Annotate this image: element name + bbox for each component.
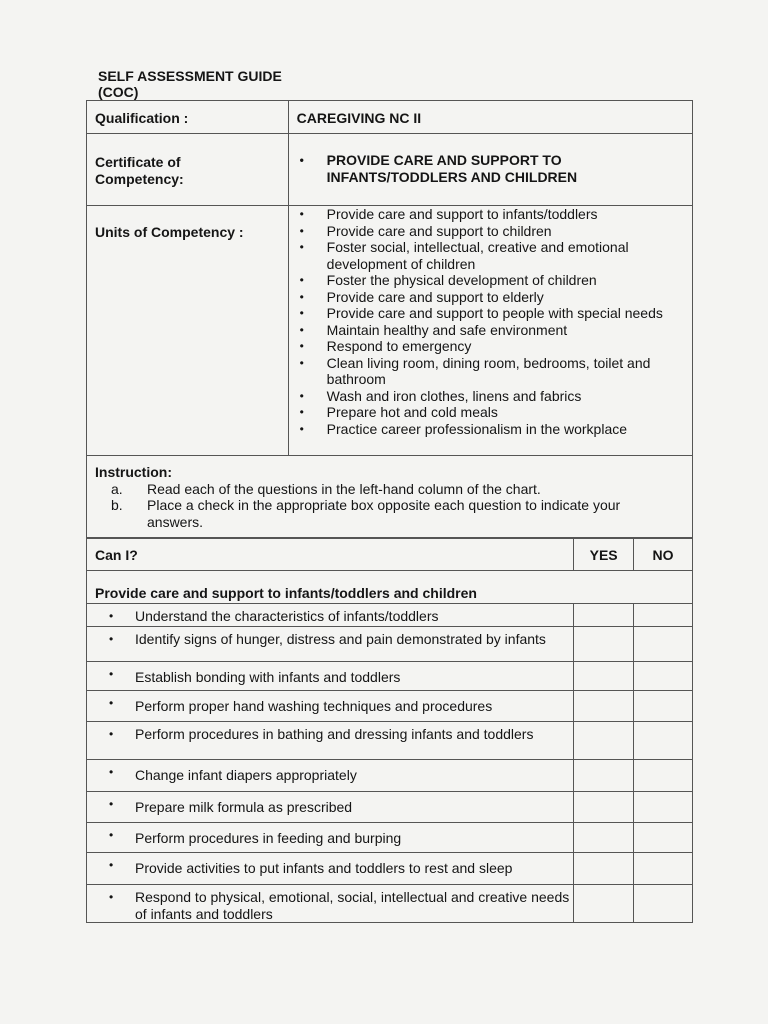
no-checkbox[interactable] — [634, 691, 693, 722]
yes-checkbox[interactable] — [574, 853, 634, 885]
question-cell — [87, 823, 574, 853]
instruction-text: Place a check in the appropriate box opposite each question to indicate your answers. — [147, 497, 621, 530]
title-line-2: (COC) — [98, 84, 139, 100]
qualification-row — [87, 101, 693, 134]
units-list — [289, 206, 692, 437]
instruction-marker: a. — [111, 480, 123, 497]
question-cell — [87, 760, 574, 792]
no-checkbox[interactable] — [634, 627, 693, 662]
question-header-cell — [87, 539, 574, 571]
question-text: • Perform procedures in feeding and burping — [87, 823, 573, 847]
unit-item: • Practice career professionalism in the workplace — [289, 421, 686, 438]
question-cell — [87, 853, 574, 885]
question-cell — [87, 722, 574, 760]
no-header-cell — [634, 539, 693, 571]
section-title-cell — [87, 571, 693, 604]
certificate-label-cell — [87, 134, 289, 206]
unit-item: • Provide care and support to elderly — [289, 289, 686, 306]
question-text: • Perform proper hand washing techniques and procedures — [87, 691, 573, 715]
unit-item: • Provide care and support to people with special needs — [289, 305, 686, 322]
certificate-label-line-2: Competency: — [95, 170, 184, 187]
no-header: NO — [652, 547, 674, 563]
yes-checkbox[interactable] — [574, 760, 634, 792]
units-label: Units of Competency : — [95, 224, 244, 240]
yes-checkbox[interactable] — [574, 823, 634, 853]
question-text: • Establish bonding with infants and toddlers — [87, 662, 573, 686]
checklist-row — [87, 853, 693, 885]
certificate-label — [87, 134, 288, 187]
question-text: • Change infant diapers appropriately — [87, 760, 573, 784]
unit-item: • Maintain healthy and safe environment — [289, 322, 686, 339]
unit-item: • Respond to emergency — [289, 338, 686, 355]
instruction-text: Read each of the questions in the left-hand column of the chart. — [147, 480, 541, 497]
checklist-row — [87, 760, 693, 792]
instruction-marker: b. — [111, 497, 123, 513]
units-row — [87, 206, 693, 456]
yes-checkbox[interactable] — [574, 604, 634, 627]
certificate-value-line-2: INFANTS/TODDLERS AND CHILDREN — [326, 168, 578, 185]
qualification-value-cell — [288, 101, 692, 134]
yes-header-cell — [574, 539, 634, 571]
qualification-value: CAREGIVING NC II — [296, 110, 422, 126]
instruction-title: Instruction: — [95, 464, 172, 480]
question-text: • Prepare milk formula as prescribed — [87, 792, 573, 816]
units-list-cell — [288, 206, 692, 456]
qualification-label: Qualification : — [95, 110, 189, 126]
question-cell — [87, 691, 574, 722]
checklist-row — [87, 604, 693, 627]
checklist-row — [87, 792, 693, 823]
question-text: • Perform procedures in bathing and dressing infants and toddlers — [87, 722, 573, 743]
instruction-list — [87, 481, 692, 531]
question-text: • Understand the characteristics of infants/toddlers — [87, 604, 573, 625]
instruction-item — [87, 497, 672, 530]
question-cell — [87, 885, 574, 923]
yes-checkbox[interactable] — [574, 627, 634, 662]
certificate-value-line-1: • PROVIDE CARE AND SUPPORT TO — [326, 152, 562, 168]
unit-item: • Foster social, intellectual, creative and emotional development of children — [289, 239, 686, 272]
yes-checkbox[interactable] — [574, 722, 634, 760]
question-cell — [87, 604, 574, 627]
no-checkbox[interactable] — [634, 662, 693, 691]
checklist-row — [87, 627, 693, 662]
yes-checkbox[interactable] — [574, 662, 634, 691]
instruction-cell — [87, 456, 693, 538]
unit-item: • Prepare hot and cold meals — [289, 404, 686, 421]
question-cell — [87, 627, 574, 662]
no-checkbox[interactable] — [634, 885, 693, 923]
checklist-row — [87, 722, 693, 760]
certificate-value — [289, 134, 692, 185]
no-checkbox[interactable] — [634, 722, 693, 760]
checklist-row — [87, 823, 693, 853]
instruction-item — [87, 481, 672, 498]
certificate-label-line-1: Certificate of — [95, 154, 181, 170]
question-cell — [87, 662, 574, 691]
no-checkbox[interactable] — [634, 853, 693, 885]
question-cell — [87, 792, 574, 823]
question-text: • Respond to physical, emotional, social, intellectual and creative needs of infants and toddlers — [87, 885, 573, 922]
no-checkbox[interactable] — [634, 792, 693, 823]
units-label-cell — [87, 206, 289, 456]
qualification-label-cell — [87, 101, 289, 134]
no-checkbox[interactable] — [634, 604, 693, 627]
no-checkbox[interactable] — [634, 823, 693, 853]
unit-item: • Provide care and support to children — [289, 223, 686, 240]
info-table — [86, 100, 693, 538]
yes-checkbox[interactable] — [574, 885, 634, 923]
unit-item: • Provide care and support to infants/toddlers — [289, 206, 686, 223]
yes-checkbox[interactable] — [574, 792, 634, 823]
section-title-row — [87, 571, 693, 604]
certificate-row — [87, 134, 693, 206]
question-text: • Identify signs of hunger, distress and pain demonstrated by infants — [87, 627, 573, 648]
no-checkbox[interactable] — [634, 760, 693, 792]
yes-checkbox[interactable] — [574, 691, 634, 722]
instruction-row — [87, 456, 693, 538]
unit-item: • Foster the physical development of children — [289, 272, 686, 289]
certificate-value-item — [289, 152, 692, 185]
certificate-value-cell — [288, 134, 692, 206]
checklist-table — [86, 538, 693, 923]
unit-item: • Clean living room, dining room, bedrooms, toilet and bathroom — [289, 355, 686, 388]
checklist-header-row — [87, 539, 693, 571]
checklist-row — [87, 662, 693, 691]
title-line-1: SELF ASSESSMENT GUIDE — [98, 68, 282, 84]
checklist-row — [87, 691, 693, 722]
section-title: Provide care and support to infants/toddlers and children — [95, 585, 477, 601]
question-header: Can I? — [95, 547, 138, 563]
unit-item: • Wash and iron clothes, linens and fabrics — [289, 388, 686, 405]
checklist-body — [87, 604, 693, 923]
question-text: • Provide activities to put infants and toddlers to rest and sleep — [87, 853, 573, 877]
checklist-row — [87, 885, 693, 923]
yes-header: YES — [589, 547, 618, 563]
document-title — [98, 68, 282, 100]
